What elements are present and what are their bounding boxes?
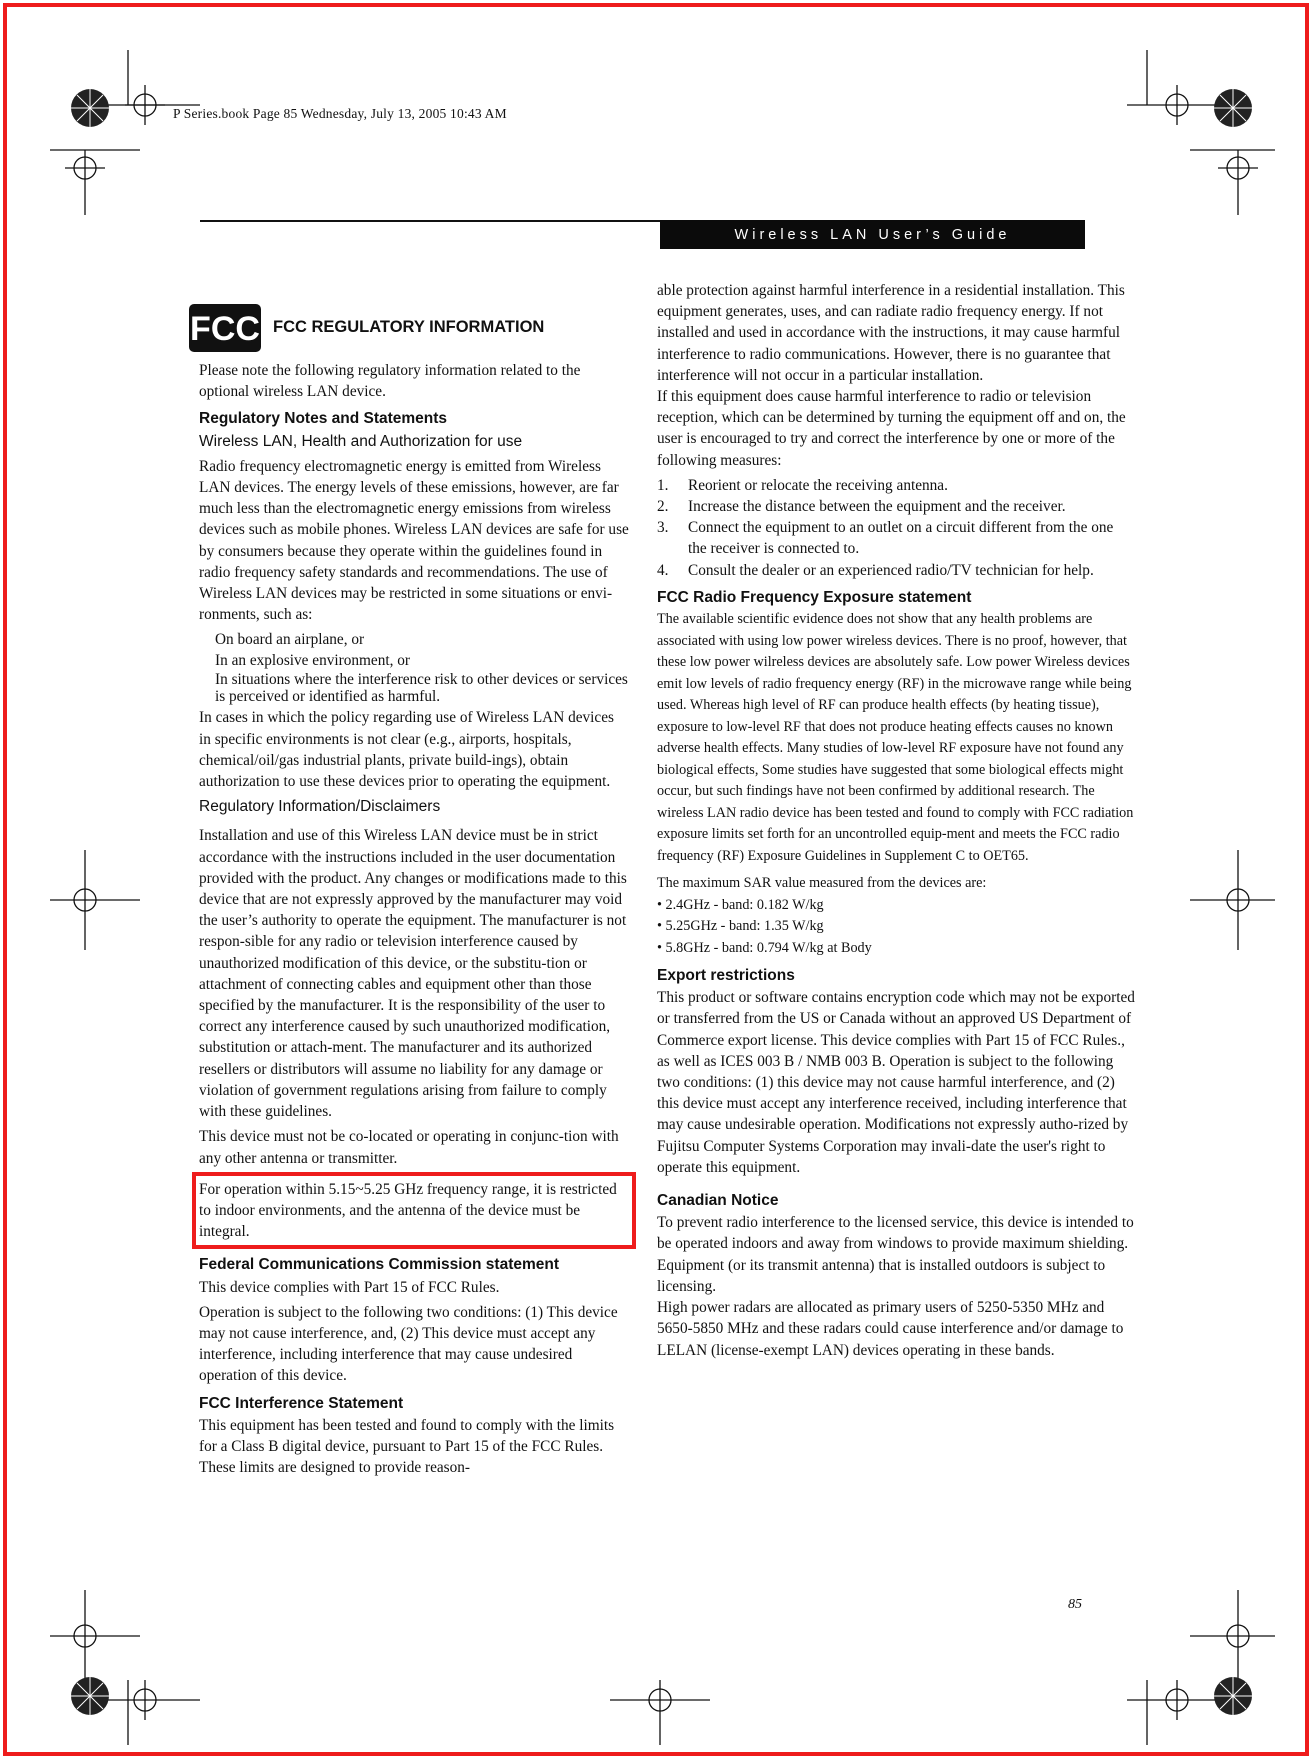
list-item: 4. Consult the dealer or an experienced radio/TV technician for help.: [657, 561, 1094, 579]
guide-title-bar: [660, 220, 1085, 249]
continued-paragraph: able protection against harmful interference in a residential installation. This equipment generates, uses, and can radiate radio frequency energy. If not installed and used in accordance with the instructions, it may cause harmful interference to radio communications. However, there is no guarantee that interference will not occur in a particular installation.: [657, 282, 1125, 384]
fcc-statement-para-2: Operation is subject to the following two conditions: (1) This device may not cause interference, and, (2) This device must accept any interference, including interference that may cause undesired operation of this device.: [199, 1303, 618, 1385]
canadian-paragraph-2: High power radars are allocated as primary users of 5250-5350 MHz and 5650-5850 MHz and these radars could cause interference and/or damage to LELAN (license-exempt LAN) devices operating in these bands.: [657, 1299, 1124, 1359]
situation-item: In situations where the interference risk to other devices or services is perceived or identified as harmful.: [215, 671, 628, 706]
fcc-statement-para-1: This device complies with Part 15 of FCC Rules.: [199, 1278, 500, 1296]
canadian-paragraph-1: To prevent radio interference to the licensed service, this device is intended to be operated indoors and away from windows to provide maximum shielding. Equipment (or its transmit antenna) that is installed outdoors is subject to licensing.: [657, 1214, 1134, 1295]
regulatory-notes-heading: Regulatory Notes and Statements: [199, 410, 448, 428]
crosshair-mark-icon: [1190, 150, 1275, 215]
fcc-statement-heading: Federal Communications Commission statement: [199, 1256, 560, 1274]
list-item: • 5.25GHz - band: 1.35 W/kg: [657, 918, 824, 935]
fcc-regulatory-title: FCC REGULATORY INFORMATION: [273, 318, 545, 337]
crosshair-mark-icon: [1127, 1680, 1227, 1745]
rf-energy-paragraph: Radio frequency electromagnetic energy is emitted from Wireless LAN devices. The energy levels of these emissions, however, are far much less than the electromagnetic energy emissions from wireless devices such as mobile phones. Wireless LAN devices are safe for use by consumers because they operate within the guidelines found in radio frequency safety standards and recommendations. The use of Wireless LAN devices may be restricted in some situations or envi-ronments, such as:: [199, 457, 629, 624]
crosshair-mark-icon: [50, 1590, 140, 1680]
book-info: P Series.book Page 85 Wednesday, July 13, 2005 10:43 AM: [173, 106, 507, 121]
installation-paragraph: Installation and use of this Wireless LAN device must be in strict accordance with the instructions included in the user documentation provided with the product. Any changes or modifications made to this device that are not expressly approved by the manufacturer may void the user’s authority to operate the equipment. The manufacturer is not respon-sible for any radio or television interference caused by unauthorized modification of this device, or the substitu-tion or attachment of connecting cables and equipment other than those specified by the manufacturer. It is the responsibility of the user to correct any interference caused by such unauthorized modification, substitution or attach-ment. The manufacturer and its authorized resellers or distributors will assume no liability for any damage or violation of government regulations arising from failure to comply with these guidelines.: [199, 827, 627, 1121]
crosshair-mark-icon: [1190, 850, 1275, 950]
fcc-logo-icon: [187, 302, 263, 354]
export-paragraph: This product or software contains encryption code which may not be exported or transferred from the US or Canada without an approved US Department of Commerce export license. This device complies with Part 15 of FCC Rules., as well as ICES 003 B / NMB 003 B. Operation is subject to the following two conditions: (1) this device may not cause harmful interference, and (2) this device must accept any interference received, including interference that may cause undesirable operation. Modifications not expressly autho-rized by Fujitsu Computer Systems Corporation may invali-date the user's right to operate this equipment.: [657, 989, 1135, 1176]
rf-exposure-heading: FCC Radio Frequency Exposure statement: [657, 588, 972, 606]
policy-paragraph: In cases in which the policy regarding use of Wireless LAN devices in specific environments is not clear (e.g., airports, hospitals, chemical/oil/gas industrial plants, private build-ings), obtain authorization to use these devices prior to operating the equipment.: [199, 709, 614, 791]
rf-exposure-paragraph: The available scientific evidence does not show that any health problems are associated with using low power wireless devices. There is no proof, however, that these low power wilreless devices are absolutely safe. Low power Wireless devices emit low levels of radio frequency energy (RF) in the microwave range while being used. Whereas high level of RF can produce health effects (by heating tissue), exposure to low-level RF that does not produce heating effects causes no known adverse health effects. Many studies of low-level RF exposure have not found any biological effects, Some studies have suggested that some biological effects might occur, but such findings have not been confirmed by additional research. The wireless LAN radio device has been tested and found to comply with FCC radiation exposure limits set forth for an uncontrolled equip-ment and meets the FCC radio frequency (RF) Exposure Guidelines in Supplement C to OET65.: [657, 611, 1134, 864]
export-heading: Export restrictions: [657, 967, 795, 985]
list-item: 1. Reorient or relocate the receiving antenna.: [657, 476, 948, 494]
header-rule: [200, 220, 660, 222]
list-item: 2. Increase the distance between the equipment and the receiver.: [657, 498, 1066, 516]
measures-list: [657, 475, 1135, 581]
crosshair-mark-icon: [610, 1680, 710, 1745]
crosshair-mark-icon: [1190, 1590, 1275, 1680]
colocation-paragraph: This device must not be co-located or operating in conjunc-tion with any other antenna or transmitter.: [199, 1128, 619, 1167]
page-number: 85: [1068, 1597, 1082, 1612]
sar-intro: The maximum SAR value measured from the devices are:: [657, 875, 987, 892]
crosshair-mark-icon: [50, 850, 140, 950]
right-column: [657, 280, 1135, 1365]
interference-measures-intro: If this equipment does cause harmful interference to radio or television reception, which can be determined by turning the equipment off and on, the user is encouraged to try and correct the interference by one or more of the following measures:: [657, 388, 1126, 469]
svg-text:FCC: FCC: [190, 310, 260, 348]
fcc-title-row: [187, 302, 629, 354]
highlighted-indoor-restriction: For operation within 5.15~5.25 GHz frequency range, it is restricted to indoor environments, and the antenna of the device must be integral.: [199, 1179, 629, 1243]
crosshair-mark-icon: [1127, 50, 1227, 125]
interference-heading: FCC Interference Statement: [199, 1394, 404, 1412]
list-item: • 2.4GHz - band: 0.182 W/kg: [657, 896, 824, 913]
situation-item: In an explosive environment, or: [215, 652, 410, 670]
list-item: • 5.8GHz - band: 0.794 W/kg at Body: [657, 939, 872, 956]
situation-item: On board an airplane, or: [215, 631, 365, 649]
left-column: [190, 302, 629, 1482]
guide-title: Wireless LAN User’s Guide: [734, 226, 1011, 243]
wireless-health-subheading: Wireless LAN, Health and Authorization for use: [199, 432, 523, 450]
intro-paragraph: Please note the following regulatory information related to the optional wireless LAN device.: [199, 362, 581, 401]
list-item: 3. Connect the equipment to an outlet on a circuit different from the one the receiver is connected to.: [657, 519, 1114, 558]
canadian-notice-heading: Canadian Notice: [657, 1192, 779, 1210]
disclaimers-heading: Regulatory Information/Disclaimers: [199, 798, 441, 816]
crosshair-mark-icon: [100, 1680, 200, 1745]
interference-paragraph: This equipment has been tested and found to comply with the limits for a Class B digital device, pursuant to Part 15 of the FCC Rules. These limits are designed to provide reason-: [199, 1416, 615, 1477]
crosshair-mark-icon: [50, 150, 140, 215]
sar-values: [657, 895, 1135, 960]
